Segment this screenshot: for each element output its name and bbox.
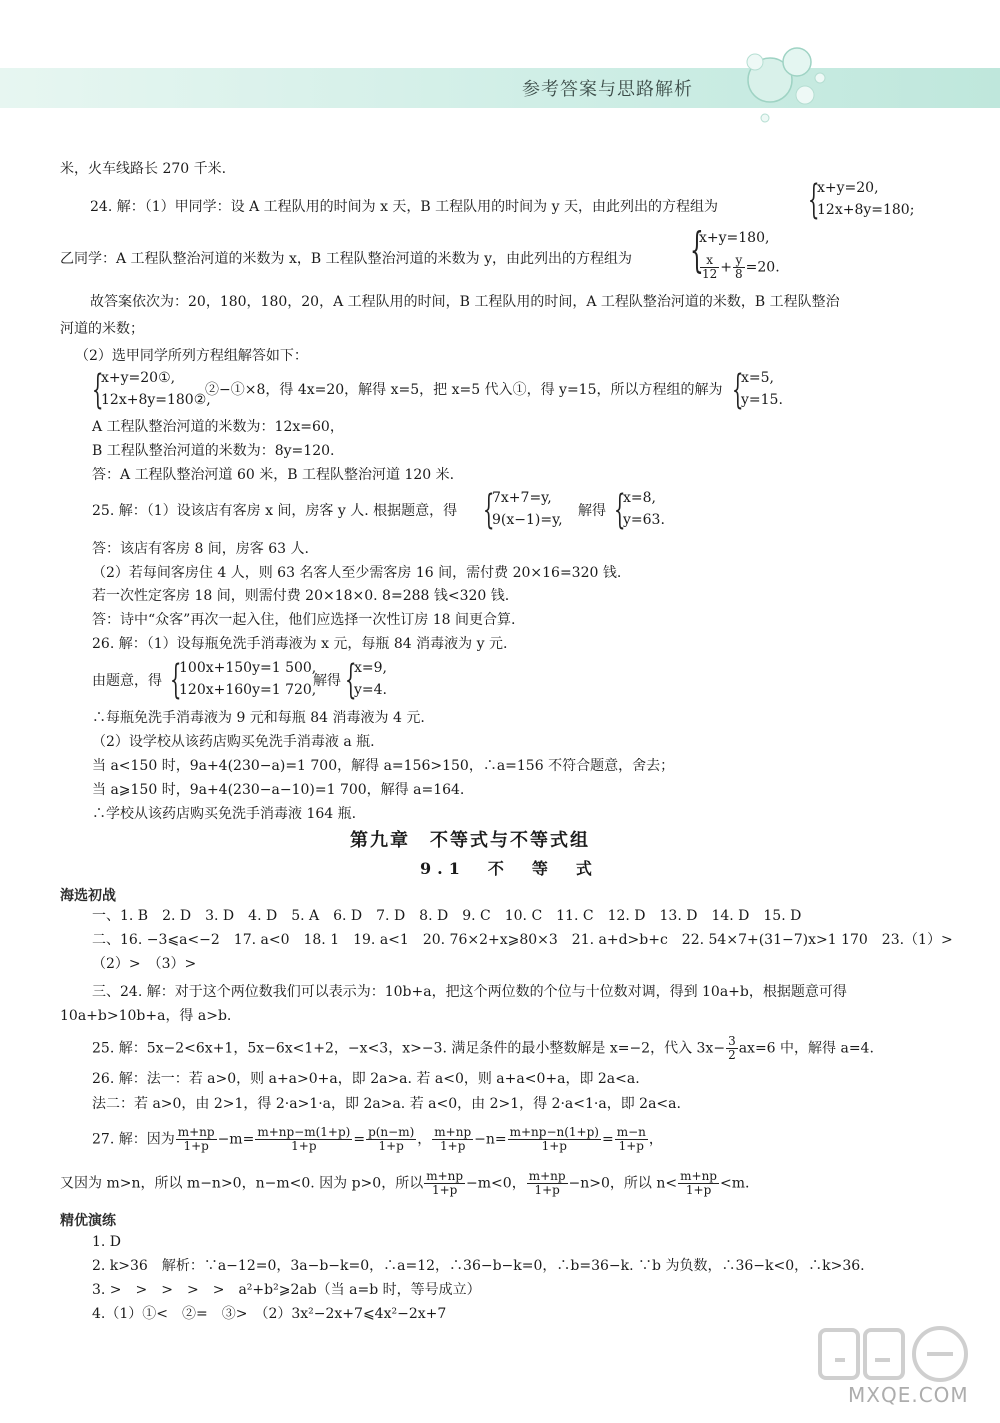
- section-title: 9.1 不 等 式: [420, 859, 598, 878]
- text-line: 由题意，得: [92, 673, 162, 689]
- text-line: ∴学校从该药店购买免洗手消毒液 164 瓶.: [92, 806, 357, 822]
- text-line: B 工程队整治河道的米数为：8y=120.: [92, 443, 335, 459]
- equation-row: x+y=20,: [817, 180, 879, 196]
- text-line: 当 a<150 时，9a+4(230−a)=1 700，解得 a=156>150，∴a=156 不符合题意，舍去；: [92, 758, 675, 774]
- answer-line: 1. D: [92, 1234, 122, 1250]
- text-line: 故答案依次为：20，180，180，20，A 工程队用的时间，B 工程队用的时间，A 工程队整治河道的米数，B 工程队整治: [90, 294, 840, 310]
- equation-row: 120x+160y=1 720,: [179, 682, 317, 698]
- subheading: 精优演练: [60, 1213, 116, 1229]
- answer-line: 三、24. 解：对于这个两位数我们可以表示为：10b+a，把这个两位数的个位与十位数对调，得到 10a+b，根据题意可得: [92, 984, 847, 1000]
- answer-line: 25. 解：5x−2<6x+1，5x−6x<1+2，−x<3，x>−3. 满足条件的最小整数解是 x=−2，代入 3x− $\frac{3}{2}$ ax=6 中，解得 a=4.: [92, 1034, 874, 1062]
- text-line: 答：A 工程队整治河道 60 米，B 工程队整治河道 120 米.: [92, 467, 455, 483]
- text-line: ∴每瓶免洗手消毒液为 9 元和每瓶 84 消毒液为 4 元.: [92, 710, 425, 726]
- equation-row: y=63.: [623, 512, 665, 528]
- text-line: 答：该店有客房 8 间，房客 63 人.: [92, 541, 309, 557]
- subheading: 海选初战: [60, 888, 116, 904]
- equation-row: x=9,: [354, 660, 387, 676]
- fraction: $\frac{x}{12}$: [702, 253, 718, 281]
- q25-text: 25. 解：（1）设该店有客房 x 间，房客 y 人. 根据题意，得: [92, 503, 458, 519]
- brace: {: [732, 367, 744, 413]
- text-line: （2）选甲同学所列方程组解答如下：: [75, 348, 308, 364]
- brace: {: [614, 487, 626, 533]
- answer-line: 10a+b>10b+a，得 a>b.: [60, 1008, 232, 1024]
- equation-row: x+y=180,: [699, 230, 770, 246]
- answer-line: 法二：若 a>0，由 2>1，得 2·a>1·a，即 2a>a. 若 a<0，由 2>1，得 2·a<1·a，即 2a<a.: [92, 1096, 681, 1112]
- fraction: $\frac{y}{8}$: [735, 253, 743, 281]
- text-line: 答：诗中“众客”再次一起入住，他们应选择一次性订房 18 间更合算.: [92, 612, 516, 628]
- equation-row: 12x+8y=180;: [817, 202, 915, 218]
- text-line: 解得: [313, 673, 341, 689]
- answer-line: 二、16. −3⩽a<−2 17. a<0 18. 1 19. a<1 20. 76×2+x⩾80×3 21. a+d>b+c 22. 54×7+(31−7)x>1 170 23.（1）>: [92, 932, 953, 948]
- text-line: 当 a⩾150 时，9a+4(230−a−10)=1 700，解得 a=164.: [92, 782, 465, 798]
- answer-line: 26. 解：法一：若 a>0，则 a+a>0+a，即 2a>a. 若 a<0，则 a+a<0+a，即 2a<a.: [92, 1071, 640, 1087]
- equation-row: x+y=20①,: [101, 370, 176, 386]
- equation-row: y=15.: [741, 392, 783, 408]
- answer-line: 2. k>36 解析：∵a−12=0，3a−b−k=0，∴a=12，∴36−b−k=0，∴b=36−k. ∵b 为负数，∴36−k<0，∴k>36.: [92, 1258, 865, 1274]
- text-line: 解得: [578, 503, 606, 519]
- text-line: A 工程队整治河道的米数为：12x=60，: [92, 419, 344, 435]
- answer-line: 27. 解：因为 $\frac{m+np}{1+p}$ −m= $\frac{m+np-m(1+p)}{1+p}$ = $\frac{p(n-m)}{1+p}$ ， $\frac{m+np}{1+p}$ −n= $\frac{m+np-n(1+p)}{1+p}$ = $\frac{m-n}{1+p}$ ，: [92, 1125, 663, 1153]
- brace: {: [483, 487, 495, 533]
- fraction: $\frac{3}{2}$: [728, 1034, 736, 1062]
- equation-row: 9(x−1)=y,: [492, 512, 563, 528]
- equation-row: 12x+8y=180②,: [101, 392, 211, 408]
- brace: {: [170, 657, 182, 703]
- text-line: 米，火车线路长 270 千米.: [60, 161, 227, 177]
- text-line: 若一次性定客房 18 间，则需付费 20×18×0. 8=288 钱<320 钱.: [92, 588, 510, 604]
- answer-line: 一、1. B 2. D 3. D 4. D 5. A 6. D 7. D 8. D 9. C 10. C 11. C 12. D 13. D 14. D 15. D: [92, 908, 802, 924]
- text-line: （2）设学校从该药店购买免洗手消毒液 a 瓶.: [92, 734, 375, 750]
- text-line: ②−①×8，得 4x=20，解得 x=5，把 x=5 代入①，得 y=15，所以方程组的解为: [205, 382, 723, 398]
- q24-text: 乙同学：A 工程队整治河道的米数为 x，B 工程队整治河道的米数为 y，由此列出的方程组为: [60, 251, 633, 267]
- chapter-title: 第九章 不等式与不等式组: [350, 830, 590, 851]
- brace: {: [345, 657, 357, 703]
- header-band: [0, 68, 1000, 108]
- equation-row: x=8,: [623, 490, 656, 506]
- brace: {: [808, 177, 820, 223]
- text-line: （2）若每间客房住 4 人，则 63 名客人至少需客房 16 间，需付费 20×16=320 钱.: [92, 565, 622, 581]
- header-title: 参考答案与思路解析: [522, 79, 693, 100]
- q26-text: 26. 解：（1）设每瓶免洗手消毒液为 x 元，每瓶 84 消毒液为 y 元.: [92, 636, 508, 652]
- answer-line: 又因为 m>n，所以 m−n>0，n−m<0. 因为 p>0，所以 $\frac{m+np}{1+p}$ −m<0， $\frac{m+np}{1+p}$ −n>0，所以 n< $\frac{m+np}{1+p}$ <m.: [60, 1169, 750, 1197]
- q24-text: 24. 解：（1）甲同学：设 A 工程队用的时间为 x 天，B 工程队用的时间为 y 天，由此列出的方程组为: [90, 199, 718, 215]
- brace: {: [690, 222, 704, 278]
- answer-line: （2）> （3）>: [92, 956, 197, 972]
- text-line: 河道的米数；: [60, 321, 144, 337]
- equation-row: $\frac{x}{12}$ + $\frac{y}{8}$ =20.: [702, 253, 780, 281]
- answer-line: 4.（1）①< ②= ③> （2）3x²−2x+7⩽4x²−2x+7: [92, 1306, 447, 1322]
- equation-row: 100x+150y=1 500,: [179, 660, 317, 676]
- bubbles-decoration: [735, 40, 835, 130]
- answer-line: 3. > > > > > a²+b²⩾2ab（当 a=b 时，等号成立）: [92, 1282, 481, 1298]
- equation-row: x=5,: [741, 370, 774, 386]
- brace: {: [92, 367, 104, 413]
- equation-row: 7x+7=y,: [492, 490, 552, 506]
- equation-row: y=4.: [354, 682, 387, 698]
- watermark-text: MXQE.COM: [848, 1383, 969, 1407]
